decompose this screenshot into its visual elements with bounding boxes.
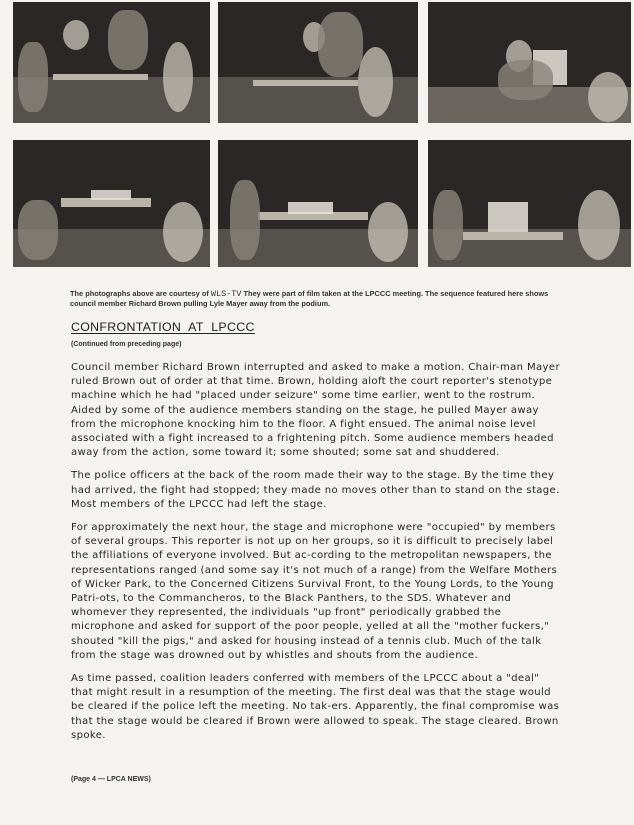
article-headline: CONFRONTATION AT LPCCC (71, 320, 255, 334)
paragraph: The police officers at the back of the room made their way to the stage. By the time they had arrived, the fight had stopped; they made no moves other than to stand on the stage. Most members of the LPCCC had left the stage. (71, 470, 560, 510)
caption-text-1: The photographs above are courtesy of (70, 289, 209, 298)
photo-6 (428, 140, 631, 267)
photo-5 (218, 140, 418, 267)
paragraph: Council member Richard Brown interrupted and asked to make a motion. Chair-man Mayer ruled Brown out of order at that time. Brown, holding aloft the court reporter's stenotype machine which he had "placed under seizure" some time earlier, went to the rostrum. Aided by some of the audience members standing on the stage, he pulled Mayer away from the microphone knocking him to the floor. A fight ensued. The animal noise level associated with a fight increased to a frightening pitch. Some audience members headed away from the action, some toward it; some shouted; some sat and shuddered. (71, 362, 560, 459)
photo-4 (13, 140, 210, 267)
photo-grid (13, 2, 631, 270)
page-footer: (Page 4 — LPCA NEWS) (71, 776, 151, 783)
photo-1 (13, 2, 210, 123)
caption-text-2: They were part of film taken at the LPCCC meeting. The sequence featured here shows council member Richard Brown pulling Lyle Mayer away from the podium. (70, 289, 549, 308)
photo-2 (218, 2, 418, 123)
caption-station: WLS-TV (210, 289, 242, 299)
article-body (71, 361, 561, 752)
paragraph: As time passed, coalition leaders conferred with members of the LPCCC about a "deal" that might result in a resumption of the meeting. The first deal was that the stage would be cleared if the police left the meeting. No tak-ers. Apparently, the final compromise was that the stage would be cleared if Brown were allowed to speak. The stage cleared. Brown spoke. (71, 673, 560, 741)
photo-caption (70, 289, 560, 309)
paragraph: For approximately the next hour, the stage and microphone were "occupied" by members of several groups. This reporter is not up on her groups, so it is difficult to precisely label the affiliations of everyone involved. But ac-cording to the metropolitan newspapers, the representations ranged (and some say it's not much of a range) from the Welfare Mothers of Wicker Park, to the Concerned Citizens Survival Front, to the Young Lords, to the Young Patri-ots, to the Commancheros, to the Black Panthers, to the SDS. Whatever and whomever they represented, the individuals "up front" periodically grabbed the microphone and asked for support of the poor people, yelled at all the "mother fuckers," shouted "kill the pigs," and asked for housing instead of a tennis club. Much of the talk from the stage was drowned out by whistles and shouts from the audience. (71, 522, 558, 661)
photo-3 (428, 2, 631, 123)
continued-note: (Continued from preceding page) (71, 341, 182, 348)
